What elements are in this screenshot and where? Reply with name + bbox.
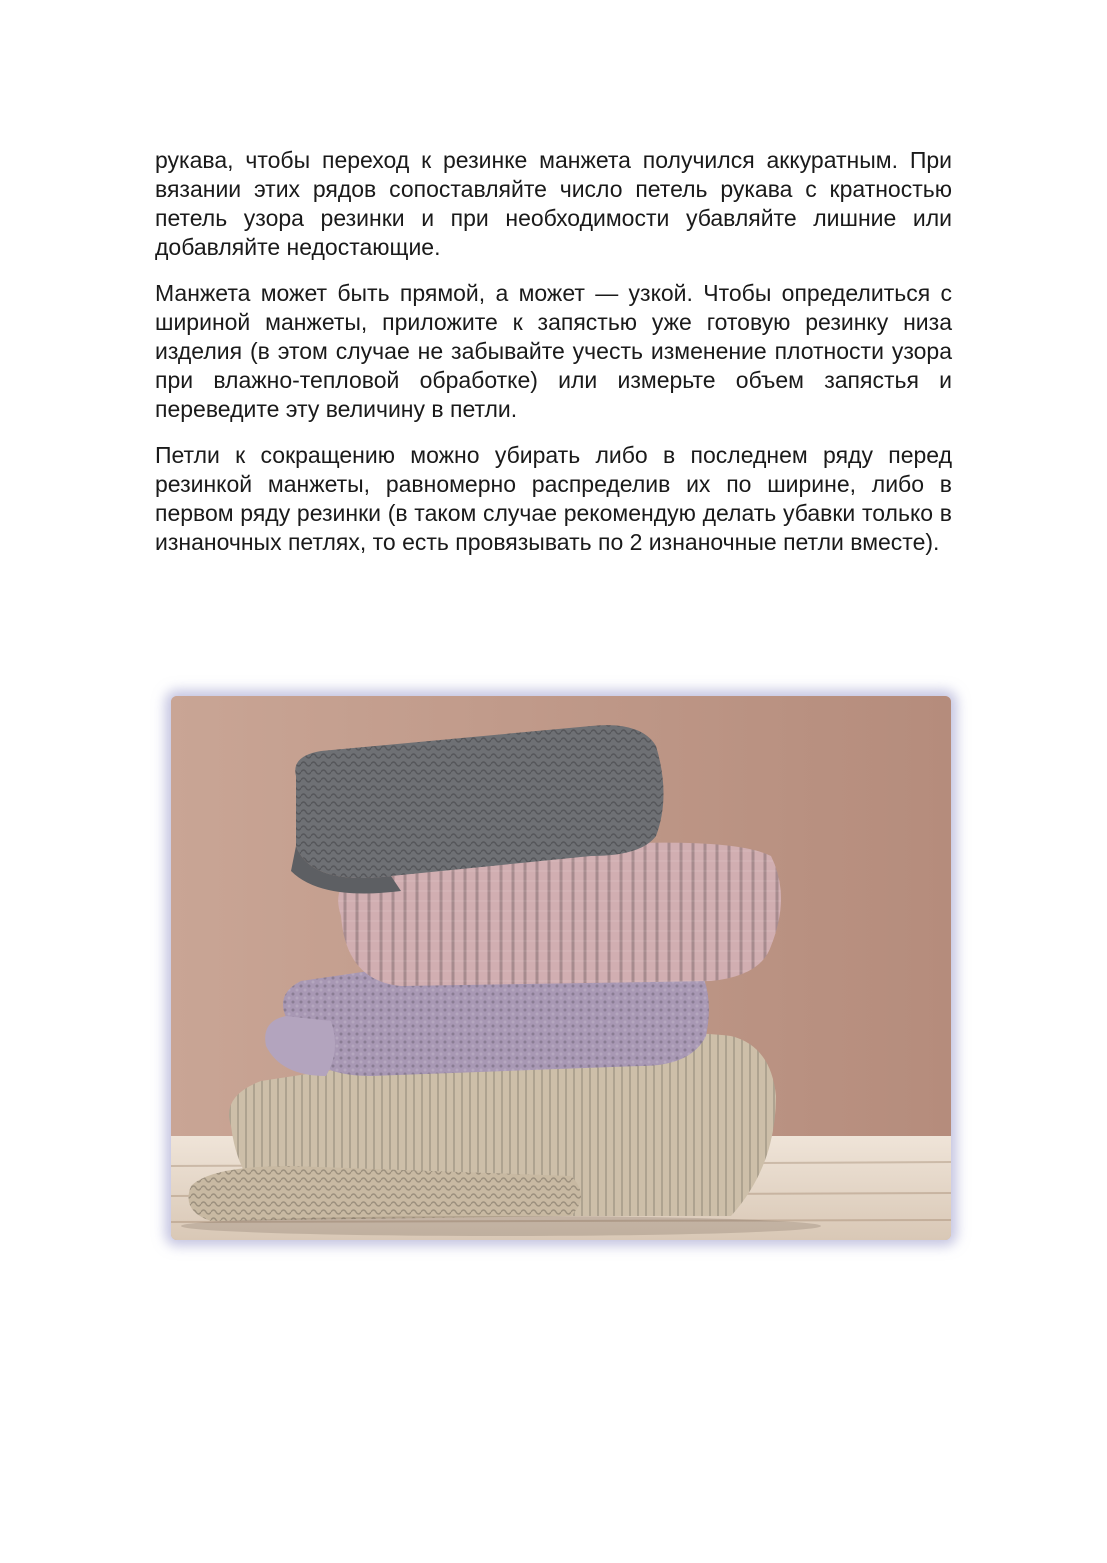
paragraph-3: Петли к сокращению можно убирать либо в последнем ряду перед резинкой манжеты, равномерно распределив их по ширине, либо в первом ряду резинки (в таком случае рекомендую делать убавки только в изнаночных петлях, то есть провязывать по 2 изнаночные петли вместе). xyxy=(155,442,952,555)
paragraph-1: рукава, чтобы переход к резинке манжета получился аккуратным. При вязании этих рядов сопоставляйте число петель рукава с кратностью петель узора резинки и при необходимости убавляйте лишние или добавляйте недостающие. xyxy=(155,147,952,260)
paragraph-2: Манжета может быть прямой, а может — узкой. Чтобы определиться с шириной манжеты, приложите к запястью уже готовую резинку низа изделия (в этом случае не забывайте учесть изменение плотности узора при влажно-тепловой обработке) или измерьте объем запястья и переведите эту величину в петли. xyxy=(155,280,952,422)
sweater-stack-illustration xyxy=(171,696,951,1240)
body-text xyxy=(155,146,952,574)
sweater-stack-photo xyxy=(171,696,951,1240)
